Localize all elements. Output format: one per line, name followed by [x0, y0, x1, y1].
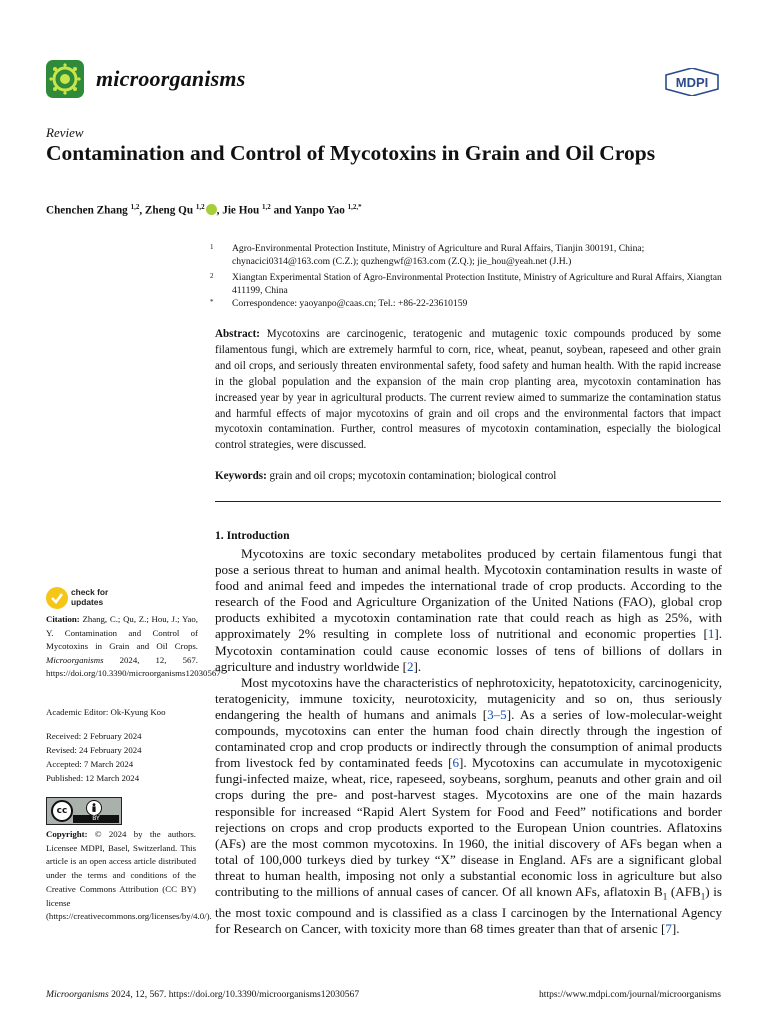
citation-block: Citation: Zhang, C.; Qu, Z.; Hou, J.; Yao, Y. Contamination and Control of Mycotoxins in Grain and Oil Crops. Microorganisms 2024, 12, 567. https://doi.org/10.3390/microorganisms12030567: [46, 614, 221, 679]
correspondence: * Correspondence: yaoyanpo@caas.cn; Tel.: +86-22-23610159: [210, 298, 468, 309]
section-divider: [215, 501, 721, 502]
article-title: Contamination and Control of Mycotoxins in Grain and Oil Crops: [46, 141, 656, 165]
publisher-name: MDPI: [675, 75, 709, 90]
footer-journal-url[interactable]: https://www.mdpi.com/journal/microorganisms: [539, 989, 721, 1000]
keywords: Keywords: grain and oil crops; mycotoxin contamination; biological control: [215, 470, 557, 482]
affiliation-2: 2 Xiangtan Experimental Station of Agro-Environmental Protection Institute, Ministry of Agriculture and Rural Affairs, Xiangtan 411199, China: [210, 272, 722, 296]
microorganism-icon: [46, 60, 84, 98]
attribution-icon: [86, 800, 102, 816]
paragraph-2: Most mycotoxins have the characteristics of nephrotoxicity, hepatotoxicity, carcinogenicity, teratogenicity, immune toxicity, neurotoxicity, mutagenicity and so on, thus seriously endangering the health of humans and animals [3–5]. As a series of low-molecular-weight compounds, mycotoxins can enter the human food chain directly through the ingestion of contaminated crop and crop products or indirectly through the consumption of animal products from livestock fed by contaminated feeds [6]. Mycotoxins can accumulate in mycotoxigenic fungi-infected maize, wheat, rice, rapeseed, soybeans, sorghum, peanuts and other grain and oil crops during the pre- and post-harvest stages. Mycotoxins are one of the main hazards responsible for increased “Rapid Alert System for Food and Feed” notifications and border rejections on crops and crop products exported to the European Union countries. Aflatoxins (AFs) are the most common mycotoxins. In 1960, the initial discovery of AFs began when a total of 100,000 turkeys died by turkey “X” disease in England. AFs are a significant global threat to human health, imposing not only a substantial economic loss in agriculture but also contributing to the millions of annual cases of cancer. Of all known AFs, aflatoxin $B_1$ $(AFB_1)$ is the most toxic compound and is classified as a class I carcinogen by the International Agency for Research on Cancer, with toxicity more than 68 times greater than that of arsenic [7].: [215, 674, 723, 936]
footer-citation: Microorganisms 2024, 12, 567. https://doi.org/10.3390/microorganisms12030567: [46, 989, 360, 1000]
check-for-updates-badge[interactable]: check for updates: [46, 587, 156, 609]
journal-logo: [46, 60, 84, 98]
revised-date: Revised: 24 February 2024: [46, 745, 142, 755]
creative-commons-icon: cc: [51, 800, 73, 822]
reference-link[interactable]: 2: [407, 658, 414, 674]
introduction-body: [215, 546, 722, 937]
orcid-icon[interactable]: [206, 204, 217, 215]
abstract: Abstract: Mycotoxins are carcinogenic, teratogenic and mutagenic toxic compounds produced by some filamentous fungi, which are extremely harmful to corn, rice, wheat, peanut, soybean, rapeseed and other grain and oil crops, and seriously threaten environmental safety, food safety and human health. With the rapid increase in the global population and the expansion of the main crop planting area, mycotoxin contamination has increased year by year in agricultural products. The current review aimed to summarize the contamination status and harmful effects of major mycotoxins of grain and oil crops and the environmental factors that impact mycotoxin contamination. Further, control measures of mycotoxin contamination, especially the biological control strategies, were discussed.: [215, 328, 721, 452]
publisher-logo: [664, 68, 720, 96]
affiliation-1: 1 Agro-Environmental Protection Institute, Ministry of Agriculture and Rural Affairs, Tianjin 300191, China; chynacici0314@163.com (C.Z.); quzhengwf@163.com (Z.Q.); jie_hou@yeah.net (J.H.): [210, 243, 645, 267]
paragraph-1: Mycotoxins are toxic secondary metabolites produced by certain filamentous fungi that pose a serious threat to human and animal health. Mycotoxin contamination results in waste of food and animal feed and impedes the international trade of crop products. According to the research of the Food and Agriculture Organization of the United Nations (FAO), global crop products exhibited a mycotoxin contamination rate that could reach as high as 25%, with approximately 2% resulting in complete loss of nutritional and economic properties [1]. Mycotoxin contamination could cause economic losses of tens of billions of dollars in agriculture and industry worldwide [2].: [215, 546, 722, 674]
accepted-date: Accepted: 7 March 2024: [46, 759, 134, 769]
published-date: Published: 12 March 2024: [46, 773, 140, 783]
academic-editor: Academic Editor: Ok-Kyung Koo: [46, 707, 166, 717]
received-date: Received: 2 February 2024: [46, 731, 142, 741]
journal-name: microorganisms: [96, 66, 246, 91]
mdpi-logo-icon: [664, 68, 720, 96]
reference-link[interactable]: 6: [452, 755, 460, 771]
copyright-notice: Copyright: © 2024 by the authors. Licensee MDPI, Basel, Switzerland. This article is an open access article distributed under the terms and conditions of the Creative Commons Attribution (CC BY) license (https://creativecommons.org/licenses/by/4.0/).: [46, 829, 212, 922]
author-list: Chenchen Zhang $^{1,2}$, Zheng Qu $^{1,2}$ , Jie Hou $^{1,2}$ and Yanpo Yao $^{1,2,*}$: [46, 203, 362, 217]
article-type: Review: [46, 125, 84, 140]
reference-link[interactable]: 3–5: [487, 706, 507, 722]
section-heading: 1. Introduction: [215, 529, 290, 542]
cc-license-badge[interactable]: cc BY: [46, 797, 122, 825]
reference-link[interactable]: 7: [665, 920, 672, 936]
check-updates-icon: [46, 587, 68, 609]
reference-link[interactable]: 1: [707, 626, 715, 642]
